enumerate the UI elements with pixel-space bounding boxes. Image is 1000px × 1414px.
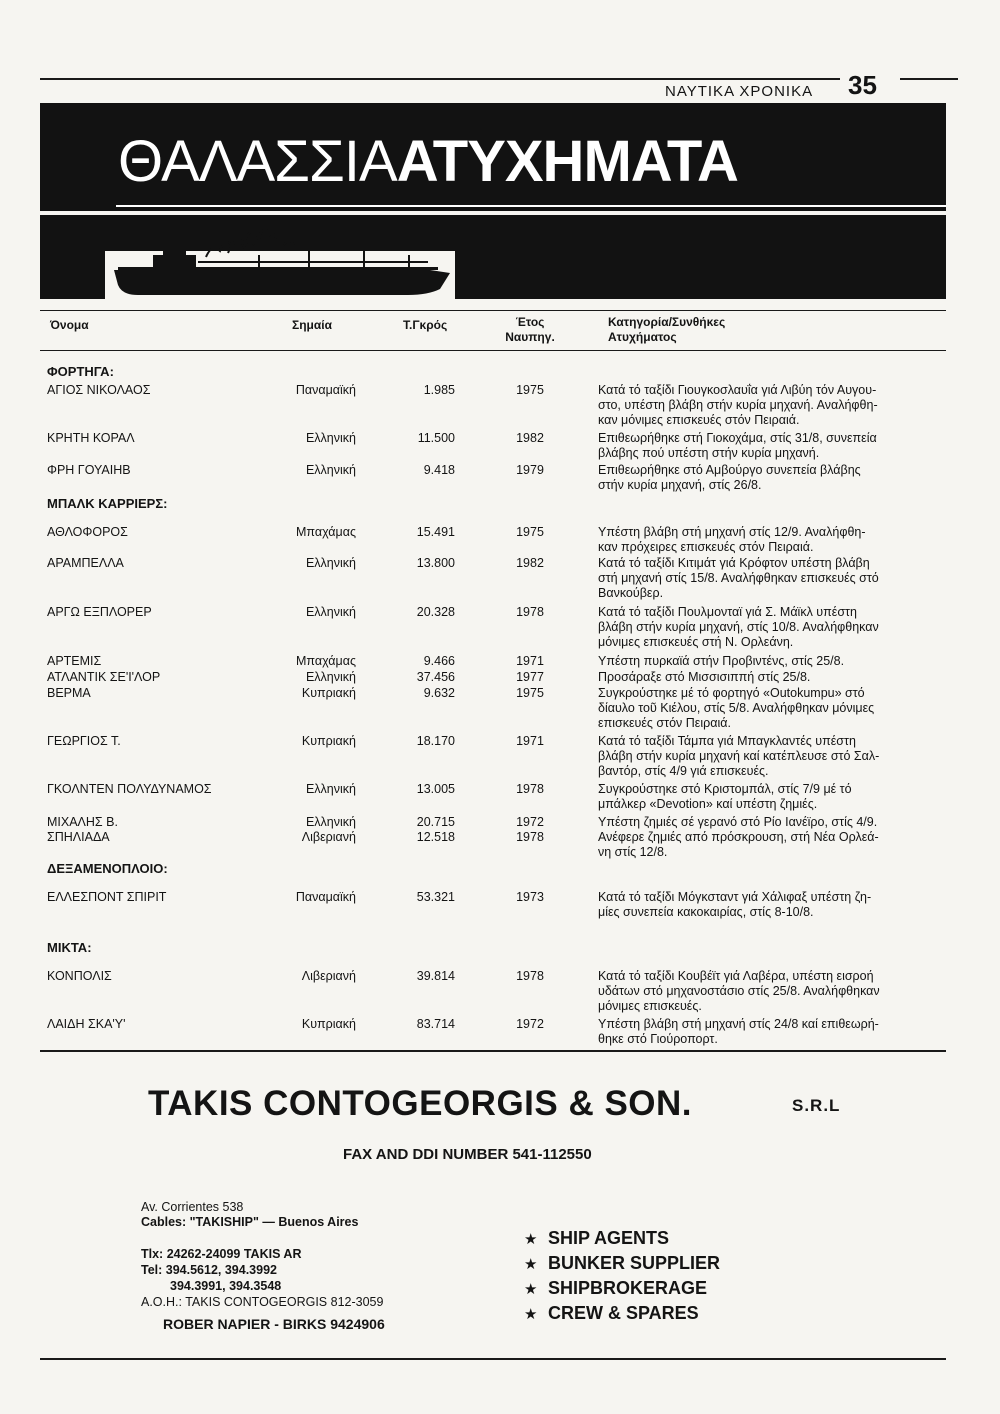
notes-line: Επιθεωρήθηκε στό Αμβούργο συνεπεία βλάβης <box>598 463 861 477</box>
notes-line: υδάτων στό μηχανοστάσιο στίς 25/8. Αναλήφθηκαν <box>598 984 880 998</box>
notes-line: Κατά τό ταξίδι Κιτιμάτ γιά Κρόφτον υπέστη βλάβη <box>598 556 870 570</box>
section-title: ΦΟΡΤΗΓΑ: <box>47 364 114 379</box>
title-banner <box>40 103 946 299</box>
ad-service <box>524 1253 720 1274</box>
ship-flag: Κυπριακή <box>301 734 356 748</box>
ship-gt: 15.491 <box>416 525 455 539</box>
table-top-rule <box>40 310 946 311</box>
ship-gt: 13.005 <box>416 782 455 796</box>
section-title: ΜΠΑΛΚ ΚΑΡΡΙΕΡΣ: <box>47 496 168 511</box>
notes-line: μόνιμες επισκευές. <box>598 999 702 1013</box>
ship-year: 1978 <box>516 782 544 796</box>
ship-year: 1982 <box>516 556 544 570</box>
section-title: ΔΕΞΑΜΕΝΟΠΛΟΙΟ: <box>47 861 168 876</box>
col-header-year-line2: Ναυπηγ. <box>505 330 555 344</box>
ship-gt: 37.456 <box>416 670 455 684</box>
ship-name: ΑΘΛΟΦΟΡΟΣ <box>47 525 128 539</box>
notes-line: Κατά τό ταξίδι Πουλμονταϊ γιά Σ. Μάϊκλ υπέστη <box>598 605 857 619</box>
ship-notes <box>598 815 948 830</box>
notes-line: Υπέστη πυρκαϊά στήν Προβιντένς, στίς 25/8. <box>598 654 845 668</box>
ship-notes <box>598 1017 948 1047</box>
ship-flag: Μπαχάμας <box>296 654 356 668</box>
magazine-name: ΝΑΥΤΙΚΑ ΧΡΟΝΙΚΑ <box>665 83 814 100</box>
ship-flag: Κυπριακή <box>301 1017 356 1031</box>
notes-line: Συγκρούστηκε στό Κριστομπάλ, στίς 7/9 μέ τό <box>598 782 852 796</box>
col-header-year-line1: Έτος <box>515 315 545 329</box>
ship-flag: Μπαχάμας <box>296 525 356 539</box>
ship-notes <box>598 383 948 428</box>
ship-name: ΑΡΤΕΜΙΣ <box>47 654 102 668</box>
banner-title-thin: ΘΑΛΑΣΣΙΑ <box>118 129 397 194</box>
ship-flag: Ελληνική <box>305 605 356 619</box>
ship-flag: Ελληνική <box>305 431 356 445</box>
col-header-year <box>498 315 562 345</box>
ship-name: ΚΟΝΠΟΛΙΣ <box>47 969 112 983</box>
col-header-notes <box>608 315 725 345</box>
ad-telephone-2: 394.3991, 394.3548 <box>170 1279 282 1293</box>
service-label: CREW & SPARES <box>548 1303 699 1323</box>
col-header-gt: Τ.Γκρός <box>403 318 448 332</box>
ship-name: ΣΠΗΛΙΑΔΑ <box>47 830 110 844</box>
notes-line: μπάλκερ «Devotion» καί υπέστη ζημιές. <box>598 797 818 811</box>
banner-title-bold: ΑΤΥΧΗΜΑΤΑ <box>396 129 738 194</box>
ad-fax-number: FAX AND DDI NUMBER 541-112550 <box>343 1146 592 1163</box>
ship-notes <box>598 969 948 1014</box>
ad-telephone: Tel: 394.5612, 394.3992 <box>141 1263 277 1277</box>
footer-rule <box>40 1358 946 1360</box>
notes-line: Προσάραξε στό Μισσισιππή στίς 25/8. <box>598 670 811 684</box>
ship-notes <box>598 670 948 685</box>
notes-line: Υπέστη βλάβη στή μηχανή στίς 12/9. Αναλήφθη- <box>598 525 866 539</box>
notes-line: στή μηχανή στίς 15/8. Αναλήφθηκαν επισκευές στό <box>598 571 879 585</box>
ship-notes <box>598 830 948 860</box>
notes-line: Κατά τό ταξίδι Μόγκσταντ γιά Χάλιφαξ υπέστη ζη- <box>598 890 872 904</box>
burning-ship-icon <box>108 215 458 299</box>
ship-year: 1971 <box>516 734 544 748</box>
ad-address: Av. Corrientes 538 <box>141 1200 244 1214</box>
ship-year: 1978 <box>516 605 544 619</box>
ad-aoh: A.O.H.: TAKIS CONTOGEORGIS 812-3059 <box>141 1295 384 1309</box>
notes-line: μίες συνεπεία κακοκαιρίας, στίς 8-10/8. <box>598 905 814 919</box>
col-header-name: Όνομα <box>50 318 89 332</box>
ship-gt: 11.500 <box>417 431 455 445</box>
ship-notes <box>598 463 948 493</box>
banner-underline <box>116 205 946 207</box>
notes-line: βλάβη στήν κυρία μηχανή καί κατέπλευσε στό Σαλ- <box>598 749 880 763</box>
header-rule-right <box>900 78 958 80</box>
ship-flag: Ελληνική <box>305 463 356 477</box>
ship-flag: Λιβεριανή <box>301 830 356 844</box>
notes-line: Κατά τό ταξίδι Γιουγκοσλαυΐα γιά Λιβύη τόν Αυγου- <box>598 383 877 397</box>
ship-gt: 20.715 <box>416 815 455 829</box>
ship-notes <box>598 734 948 779</box>
ship-flag: Ελληνική <box>305 670 356 684</box>
notes-line: Υπέστη βλάβη στή μηχανή στίς 24/8 καί επιθεωρή- <box>598 1017 879 1031</box>
notes-line: Κατά τό ταξίδι Τάμπα γιά Μπαγκλαντές υπέστη <box>598 734 856 748</box>
col-header-notes-line2: Ατυχήματος <box>608 330 677 344</box>
ship-notes <box>598 782 948 812</box>
notes-line: στο, υπέστη βλάβη στήν κυρία μηχανή. Αναλήφθη- <box>598 398 878 412</box>
notes-line: Επιθεωρήθηκε στή Γιοκοχάμα, στίς 31/8, συνεπεία <box>598 431 877 445</box>
ship-gt: 1.985 <box>423 383 455 397</box>
ad-rober-napier: ROBER NAPIER - BIRKS 9424906 <box>163 1316 385 1332</box>
ship-gt: 39.814 <box>416 969 455 983</box>
col-header-notes-line1: Κατηγορία/Συνθήκες <box>608 315 726 329</box>
notes-line: θηκε στό Γιούροπορτ. <box>598 1032 718 1046</box>
ship-name: ΕΛΛΕΣΠΟΝΤ ΣΠΙΡΙΤ <box>47 890 167 904</box>
ship-gt: 9.466 <box>423 654 455 668</box>
ship-flag: Παναμαϊκή <box>295 890 356 904</box>
notes-line: στήν κυρία μηχανή, στίς 26/8. <box>598 478 762 492</box>
notes-line: βλάβης πού υπέστη στήν κυρία μηχανή. <box>598 446 820 460</box>
ship-name: ΑΡΑΜΠΕΛΛΑ <box>47 556 124 570</box>
ship-year: 1978 <box>516 830 544 844</box>
ship-name: ΜΙΧΑΛΗΣ Β. <box>47 815 118 829</box>
ship-name: ΦΡΗ ΓΟΥΑΙΗΒ <box>47 463 131 477</box>
ship-flag: Κυπριακή <box>301 686 356 700</box>
ship-gt: 83.714 <box>416 1017 455 1031</box>
star-icon: ★ <box>524 1231 538 1248</box>
ship-gt: 53.321 <box>416 890 455 904</box>
ship-year: 1972 <box>516 815 544 829</box>
notes-line: καν πρόχειρες επισκευές στόν Πειραιά. <box>598 540 814 554</box>
header-rule-left <box>40 78 840 80</box>
service-label: BUNKER SUPPLIER <box>548 1253 721 1273</box>
ship-notes <box>598 431 948 461</box>
ship-gt: 13.800 <box>416 556 455 570</box>
banner-title <box>118 129 738 194</box>
ship-flag: Ελληνική <box>305 815 356 829</box>
notes-line: μόνιμες επισκευές στή Ν. Ορλεάνη. <box>598 635 794 649</box>
star-icon: ★ <box>524 1256 538 1273</box>
ship-year: 1975 <box>516 686 544 700</box>
notes-line: καν μόνιμες επισκευές στόν Πειραιά. <box>598 413 800 427</box>
table-bottom-rule <box>40 1050 946 1052</box>
ship-gt: 18.170 <box>416 734 455 748</box>
ship-gt: 12.518 <box>416 830 455 844</box>
notes-line: επισκευές στόν Πειραιά. <box>598 716 731 730</box>
ship-year: 1978 <box>516 969 544 983</box>
ship-notes <box>598 654 948 669</box>
ship-name: ΑΤΛΑΝΤΙΚ ΣΕ'Ι'ΛΟΡ <box>47 670 161 684</box>
ship-name: ΒΕΡΜΑ <box>47 686 91 700</box>
ship-flag: Λιβεριανή <box>301 969 356 983</box>
notes-line: βαντόρ, στίς 4/9 γιά επισκευές. <box>598 764 769 778</box>
ship-notes <box>598 556 948 601</box>
ad-cables: Cables: "TAKISHIP" — Buenos Aires <box>141 1215 359 1229</box>
ship-name: ΑΡΓΩ ΕΞΠΛΟΡΕΡ <box>47 605 152 619</box>
ship-gt: 9.418 <box>423 463 455 477</box>
ship-year: 1973 <box>516 890 544 904</box>
ship-name: ΓΕΩΡΓΙΟΣ Τ. <box>47 734 121 748</box>
ship-name: ΛΑΙΔΗ ΣΚΑ'Υ' <box>47 1017 126 1031</box>
ship-flag: Ελληνική <box>305 556 356 570</box>
ship-year: 1975 <box>516 383 544 397</box>
ship-notes <box>598 605 948 650</box>
ad-telex: Tlx: 24262-24099 TAKIS AR <box>141 1247 302 1261</box>
notes-line: νη στίς 12/8. <box>598 845 668 859</box>
notes-line: Κατά τό ταξίδι Κουβέϊτ γιά Λαβέρα, υπέστη εισροή <box>598 969 874 983</box>
ship-gt: 20.328 <box>416 605 455 619</box>
section-title: ΜΙΚΤΑ: <box>47 940 92 955</box>
ship-year: 1979 <box>516 463 544 477</box>
ship-notes <box>598 890 948 920</box>
ad-company-suffix: S.R.L <box>792 1096 841 1115</box>
ship-year: 1971 <box>516 654 544 668</box>
ship-name: ΑΓΙΟΣ ΝΙΚΟΛΑΟΣ <box>47 383 151 397</box>
ad-service <box>524 1278 707 1299</box>
ship-year: 1972 <box>516 1017 544 1031</box>
star-icon: ★ <box>524 1306 538 1323</box>
ship-gt: 9.632 <box>423 686 455 700</box>
ship-year: 1977 <box>516 670 544 684</box>
ship-flag: Ελληνική <box>305 782 356 796</box>
ship-name: ΓΚΟΛΝΤΕΝ ΠΟΛΥΔΥΝΑΜΟΣ <box>47 782 212 796</box>
service-label: SHIP AGENTS <box>548 1228 670 1248</box>
page-number: 35 <box>848 70 877 100</box>
notes-line: Συγκρούστηκε μέ τό φορτηγό «Outokumpu» στό <box>598 686 865 700</box>
service-label: SHIPBROKERAGE <box>548 1278 708 1298</box>
ad-service <box>524 1303 699 1324</box>
ship-flag: Παναμαϊκή <box>295 383 356 397</box>
star-icon: ★ <box>524 1281 538 1298</box>
ship-notes <box>598 525 948 555</box>
notes-line: Υπέστη ζημιές σέ γερανό στό Ρίο Ιανέϊρο, στίς 4/9. <box>598 815 878 829</box>
notes-line: Βανκούβερ. <box>598 586 664 600</box>
ship-year: 1975 <box>516 525 544 539</box>
ship-notes <box>598 686 948 731</box>
col-header-flag: Σημαία <box>292 318 332 332</box>
notes-line: Ανέφερε ζημιές από πρόσκρουση, στή Νέα Ορλεά- <box>598 830 879 844</box>
ship-name: ΚΡΗΤΗ ΚΟΡΑΛ <box>47 431 135 445</box>
table-header-rule <box>40 350 946 351</box>
ad-service <box>524 1228 669 1249</box>
ship-year: 1982 <box>516 431 544 445</box>
notes-line: δίαυλο τοῦ Κιέλου, στίς 5/8. Αναλήφθηκαν μόνιμες <box>598 701 875 715</box>
notes-line: βλάβη στήν κυρία μηχανή, στίς 10/8. Αναλήφθηκαν <box>598 620 879 634</box>
ad-company-name: TAKIS CONTOGEORGIS & SON. <box>148 1084 693 1123</box>
